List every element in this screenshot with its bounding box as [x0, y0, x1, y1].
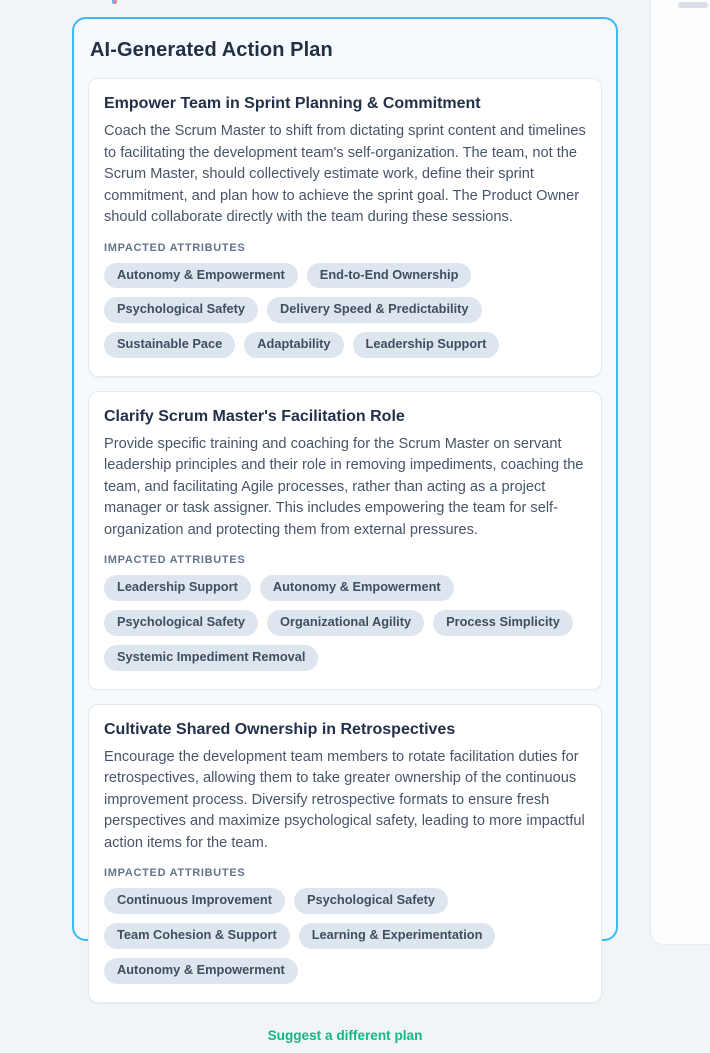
attribute-pill-row — [104, 263, 586, 358]
attribute-pill: Adaptability — [244, 332, 343, 358]
attribute-pill: Team Cohesion & Support — [104, 923, 290, 949]
attribute-pill: Psychological Safety — [104, 297, 258, 323]
attribute-pill: Systemic Impediment Removal — [104, 645, 318, 671]
attribute-pill: Process Simplicity — [433, 610, 573, 636]
impacted-attributes-label: IMPACTED ATTRIBUTES — [104, 867, 246, 880]
attribute-pill: Organizational Agility — [267, 610, 424, 636]
attribute-pill: Delivery Speed & Predictability — [267, 297, 481, 323]
clipped-icon-fragment — [112, 0, 117, 4]
action-item-description: Encourage the development team members to rotate facilitation duties for retrospectives, allowing them to take greater ownership of the continuous improvement process. Diversify retrospective formats to ensure fresh perspectives and maximize psychological safety, leading to more impactful action items for the team. — [104, 748, 585, 851]
action-item-description: Provide specific training and coaching for the Scrum Master on servant leadership principles and their role in removing impediments, coaching the team, and facilitating Agile processes, rather than acting as a project manager or task assigner. This includes empowering the team for self-organization and protecting them from external pressures. — [104, 435, 584, 538]
action-plan-card — [72, 17, 618, 1043]
action-item-title: Clarify Scrum Master's Facilitation Role — [104, 407, 405, 425]
attribute-pill: Psychological Safety — [294, 888, 448, 914]
attribute-pill: Psychological Safety — [104, 610, 258, 636]
suggest-different-plan-link[interactable]: Suggest a different plan — [267, 1027, 423, 1043]
impacted-attributes-label: IMPACTED ATTRIBUTES — [104, 241, 246, 254]
attribute-pill: Autonomy & Empowerment — [104, 263, 298, 289]
attribute-pill: Autonomy & Empowerment — [260, 575, 454, 601]
attribute-pill: Sustainable Pace — [104, 332, 235, 358]
action-item-card — [88, 391, 602, 690]
action-item-card — [88, 704, 602, 1003]
attribute-pill: End-to-End Ownership — [307, 263, 472, 289]
right-side-panel — [650, 0, 710, 945]
action-item-title: Empower Team in Sprint Planning & Commitment — [104, 95, 481, 112]
action-item-card — [88, 78, 602, 377]
attribute-pill: Leadership Support — [104, 575, 251, 601]
action-item-description: Coach the Scrum Master to shift from dictating sprint content and timelines to facilitating the development team's self-organization. The team, not the Scrum Master, should collectively estimate work, define their sprint commitment, and plan how to achieve the sprint goal. The Product Owner should collaborate directly with the team during these sessions. — [104, 123, 586, 225]
plan-footer — [88, 1017, 602, 1053]
attribute-pill: Learning & Experimentation — [299, 923, 496, 949]
action-item-title: Cultivate Shared Ownership in Retrospectives — [104, 720, 456, 738]
attribute-pill-row — [104, 575, 586, 670]
attribute-pill: Autonomy & Empowerment — [104, 958, 298, 984]
scrollbar-thumb[interactable] — [678, 2, 708, 8]
impacted-attributes-label: IMPACTED ATTRIBUTES — [104, 554, 246, 567]
attribute-pill: Continuous Improvement — [104, 888, 285, 914]
page-title: AI-Generated Action Plan — [90, 39, 333, 61]
attribute-pill: Leadership Support — [353, 332, 500, 358]
attribute-pill-row — [104, 888, 586, 983]
